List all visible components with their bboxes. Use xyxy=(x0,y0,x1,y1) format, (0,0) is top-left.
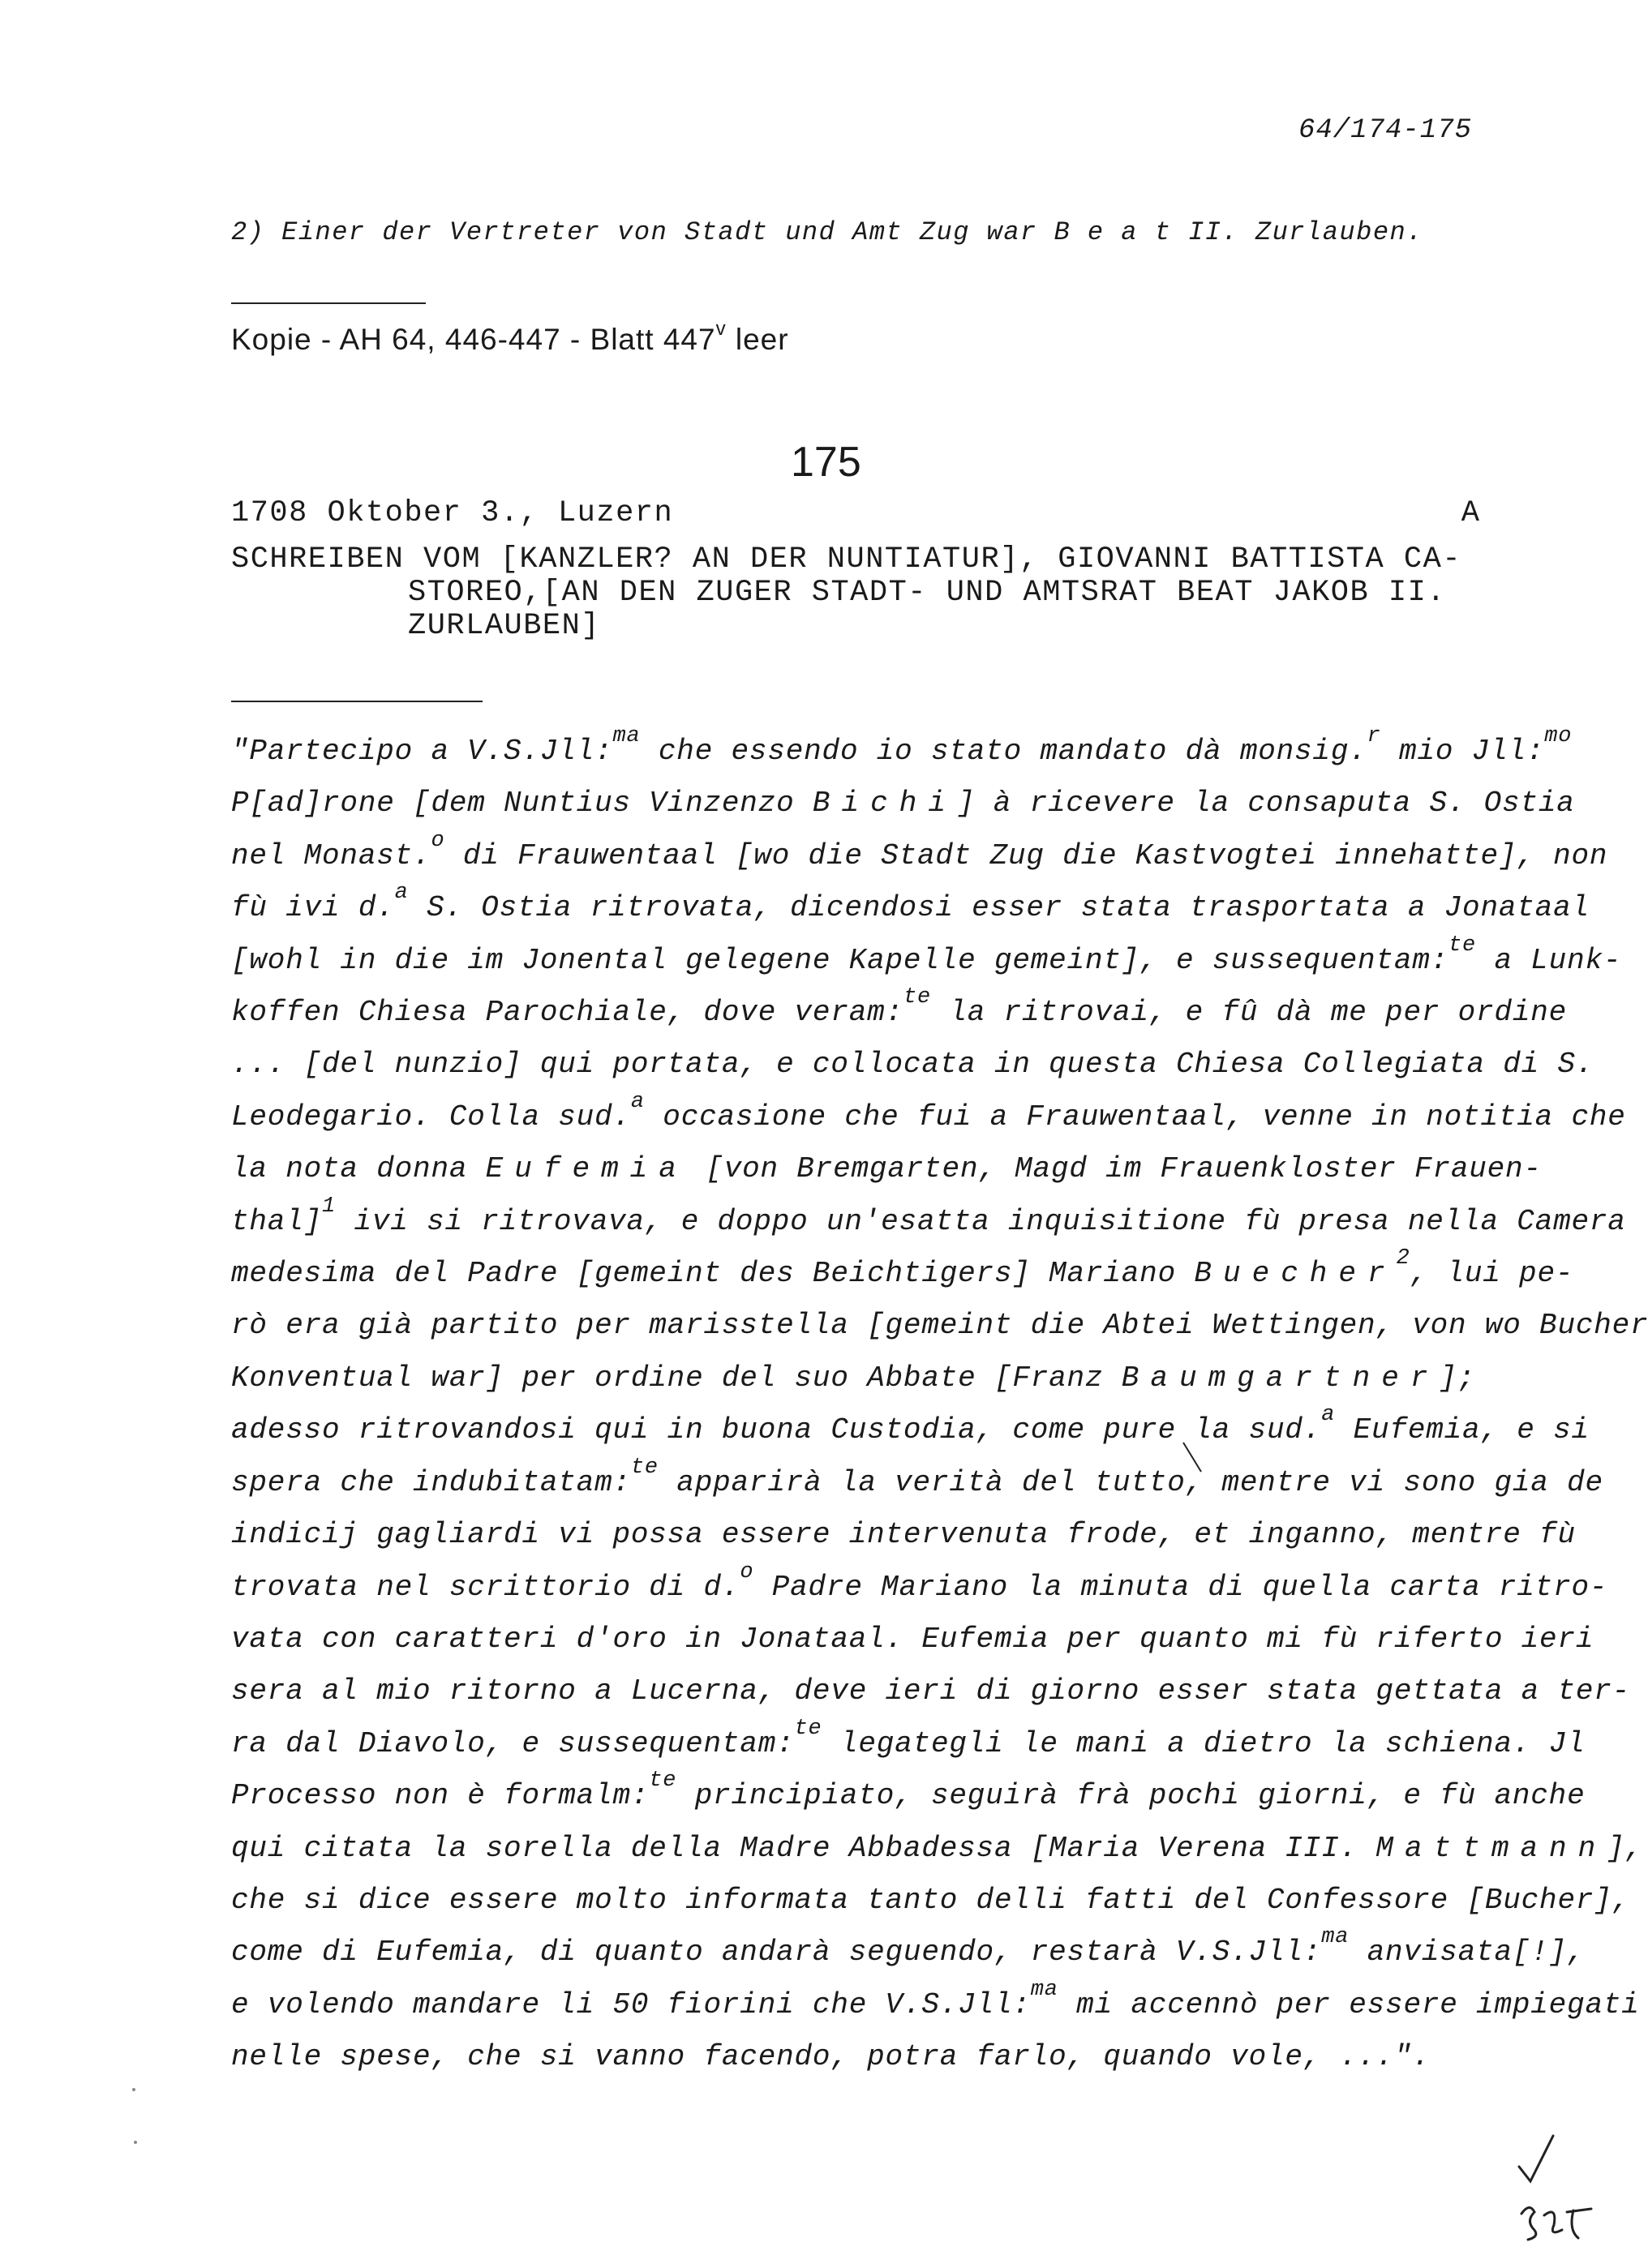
text-line: vata con caratteri d'oro in Jonataal. Eufemia per quanto mi fù riferto ieri xyxy=(231,1622,1594,1656)
correction-stroke xyxy=(1180,1439,1212,1488)
text-line: Processo non è formalm:$^{te}$ principiato, seguirà frà pochi giorni, e fù anche xyxy=(231,1769,1586,1813)
footnote-divider xyxy=(231,302,426,304)
text-line: P[ad]rone [dem Nuntius Vinzenzo Bichi] à ricevere la consaputa S. Ostia xyxy=(231,787,1575,821)
title-line: ZURLAUBEN] xyxy=(408,609,601,643)
handwritten-check-mark xyxy=(1513,2131,1561,2188)
text-line: ... [del nunzio] qui portata, e collocata in questa Chiesa Collegiata di S. xyxy=(231,1048,1594,1082)
title-divider xyxy=(231,701,483,702)
scan-speck xyxy=(134,2141,137,2144)
previous-footnote: 2) Einer der Vertreter von Stadt und Amt Zug war B e a t II. Zurlauben. xyxy=(231,217,1423,247)
text-line: fù ivi d.$^a$ S. Ostia ritrovata, dicendosi esser stata trasportata a Jonataal xyxy=(231,881,1590,925)
text-line: come di Eufemia, di quanto andarà seguendo, restarà V.S.Jll:$^{ma}$ anvisata[!], xyxy=(231,1925,1586,1970)
text-line: indicij gagliardi vi possa essere intervenuta frode, et inganno, mentre fù xyxy=(231,1518,1576,1552)
text-line: rò era già partito per marisstella [gemeint die Abtei Wettingen, von wo Bucher xyxy=(231,1309,1648,1343)
document-number: 175 xyxy=(791,439,861,486)
text-line: adesso ritrovandosi qui in buona Custodia, come pure la sud.$^a$ Eufemia, e si xyxy=(231,1403,1590,1447)
text-line: sera al mio ritorno a Lucerna, deve ieri di giorno esser stata gettata a ter- xyxy=(231,1674,1631,1709)
text-line: nel Monast.$^o$ di Frauwentaal [wo die Stadt Zug die Kastvogtei innehatte], non xyxy=(231,828,1608,872)
title-line: STOREO,[AN DEN ZUGER STADT- UND AMTSRAT BEAT JAKOB II. xyxy=(408,576,1446,610)
text-line: Leodegario. Colla sud.$^a$ occasione che fui a Frauwentaal, venne in notitia che xyxy=(231,1089,1626,1134)
title-line: SCHREIBEN VOM [KANZLER? AN DER NUNTIATUR], GIOVANNI BATTISTA CA- xyxy=(231,542,1462,577)
document-title xyxy=(231,543,1487,643)
text-line: medesima del Padre [gemeint des Beichtigers] Mariano Buecher$^2$, lui pe- xyxy=(231,1246,1574,1291)
copy-note: Kopie - AH 64, 446-447 - Blatt 447$^v$ leer xyxy=(231,318,789,356)
text-line: qui citata la sorella della Madre Abbadessa [Maria Verena III. Mattmann], xyxy=(231,1831,1644,1865)
document-classification: A xyxy=(1461,496,1479,530)
text-line: trovata nel scrittorio di d.$^o$ Padre Mariano la minuta di quella carta ritro- xyxy=(231,1559,1608,1604)
text-line: e volendo mandare li 50 fiorini che V.S.Jll:$^{ma}$ mi accennò per essere impiegati xyxy=(231,1977,1640,2021)
text-line: [wohl in die im Jonental gelegene Kapelle gemeint], e sussequentam:$^{te}$ a Lunk- xyxy=(231,932,1622,977)
text-line: la nota donna Eufemia [von Bremgarten, Magd im Frauenkloster Frauen- xyxy=(231,1152,1542,1186)
scan-speck xyxy=(132,2088,135,2091)
text-line: "Partecipo a V.S.Jll:$^{ma}$ che essendo io stato mandato dà monsig.$^r$ mio Jll:$^{mo}$ xyxy=(231,724,1573,768)
text-line: che si dice essere molto informata tanto delli fatti del Confessore [Bucher], xyxy=(231,1883,1631,1917)
archive-reference: 64/174-175 xyxy=(1298,115,1472,146)
handwritten-page-marking xyxy=(1517,2197,1598,2246)
text-line: Konventual war] per ordine del suo Abbate [Franz Baumgartner]; xyxy=(231,1361,1476,1395)
letter-text xyxy=(231,724,1648,2084)
text-line: koffen Chiesa Parochiale, dove veram:$^{te}$ la ritrovai, e fû dà me per ordine xyxy=(231,985,1568,1030)
text-line: spera che indubitatam:$^{te}$ apparirà la verità del tutto, mentre vi sono gia de xyxy=(231,1455,1603,1499)
text-line: nelle spese, che si vanno facendo, potra farlo, quando vole, ...". xyxy=(231,2040,1431,2074)
document-date-place: 1708 Oktober 3., Luzern xyxy=(231,496,674,530)
text-line: thal]$^1$ ivi si ritrovava, e doppo un'esatta inquisitione fù presa nella Camera xyxy=(231,1194,1626,1238)
text-line: ra dal Diavolo, e sussequentam:$^{te}$ legategli le mani a dietro la schiena. Jl xyxy=(231,1716,1586,1760)
